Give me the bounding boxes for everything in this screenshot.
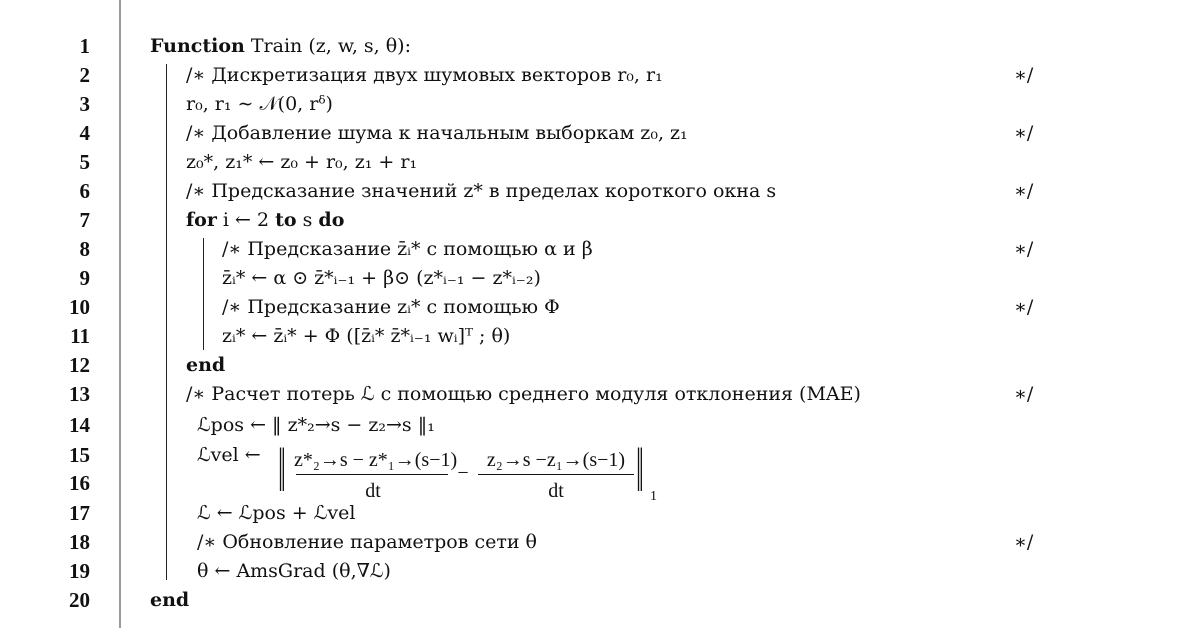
comment-end: ∗/ [1014, 531, 1034, 553]
line-number: 13 [69, 382, 90, 406]
line-number: 11 [70, 324, 90, 348]
line-number: 2 [79, 63, 90, 87]
comment-end: ∗/ [1014, 296, 1034, 318]
comment-end: ∗/ [1014, 383, 1034, 405]
code-line-for: for i ← 2 to s do [186, 209, 345, 231]
code-line-loss-total: ℒ ← ℒpos + ℒvel [197, 502, 356, 524]
line-number: 6 [79, 179, 90, 203]
line-number: 5 [79, 150, 90, 174]
loop-block-rule [203, 238, 204, 350]
line-number: 18 [69, 530, 90, 554]
code-line-end-function: end [150, 589, 190, 611]
fraction-numerator-2: z₂→s −z₁→(s−1) [486, 449, 626, 471]
comment-end: ∗/ [1014, 64, 1034, 86]
norm-subscript: 1 [650, 489, 657, 504]
code-line-comment: /∗ Предсказание z̄ᵢ* с помощью α и β [222, 238, 593, 260]
code-line-loss-pos: ℒpos ← ‖ z*₂→s − z₂→s ‖₁ [197, 414, 435, 436]
code-line-function-header: Function Train (z, w, s, θ): [150, 35, 411, 57]
code-line-comment: /∗ Обновление параметров сети θ [197, 531, 537, 553]
fraction-minus: − [457, 462, 469, 484]
code-line-end-for: end [186, 354, 226, 376]
line-number: 19 [69, 559, 90, 583]
line-number: 1 [79, 34, 90, 58]
code-line: zᵢ* ← z̄ᵢ* + Φ ([z̄ᵢ* z̄*ᵢ₋₁ wᵢ]ᵀ ; θ) [222, 325, 511, 347]
comment-end: ∗/ [1014, 180, 1034, 202]
line-number: 8 [79, 237, 90, 261]
gutter-divider [119, 0, 121, 628]
line-number: 16 [69, 471, 90, 495]
line-number: 14 [69, 413, 90, 437]
line-number: 17 [69, 501, 90, 525]
line-number: 15 [69, 443, 90, 467]
code-line-comment: /∗ Дискретизация двух шумовых векторов r₀, r₁ [186, 64, 663, 86]
comment-end: ∗/ [1014, 122, 1034, 144]
code-line: z̄ᵢ* ← α ⊙ z̄*ᵢ₋₁ + β⊙ (z*ᵢ₋₁ − z*ᵢ₋₂) [222, 267, 541, 289]
norm-left-bar: ‖ [278, 437, 286, 505]
code-line-loss-vel: ℒvel ← [197, 444, 261, 466]
line-number: 9 [79, 266, 90, 290]
function-block-rule [166, 64, 167, 580]
code-line: r₀, r₁ ∼ 𝒩(0, rᵟ) [186, 93, 333, 115]
code-line: z₀*, z₁* ← z₀ + r₀, z₁ + r₁ [186, 151, 418, 173]
code-line-comment: /∗ Предсказание zᵢ* с помощью Φ [222, 296, 560, 318]
line-number: 7 [79, 208, 90, 232]
line-number: 10 [69, 295, 90, 319]
code-line-comment: /∗ Предсказание значений z* в пределах короткого окна s [186, 180, 777, 202]
fraction-numerator-1: z*₂→s − z*₁→(s−1) [294, 449, 458, 471]
line-number: 20 [69, 588, 90, 612]
line-number: 12 [69, 353, 90, 377]
code-line-update: θ ← AmsGrad (θ,∇ℒ) [197, 560, 391, 582]
norm-right-bar: ‖ [636, 437, 644, 505]
fraction-denominator-1: dt [365, 480, 381, 502]
fraction-line-2 [478, 474, 634, 475]
line-number: 4 [79, 121, 90, 145]
comment-end: ∗/ [1014, 238, 1034, 260]
code-line-comment: /∗ Добавление шума к начальным выборкам z₀, z₁ [186, 122, 688, 144]
line-number: 3 [79, 92, 90, 116]
fraction-line-1 [296, 474, 448, 475]
fraction-denominator-2: dt [548, 480, 564, 502]
code-line-comment: /∗ Расчет потерь ℒ с помощью среднего модуля отклонения (MAE) [186, 383, 861, 405]
